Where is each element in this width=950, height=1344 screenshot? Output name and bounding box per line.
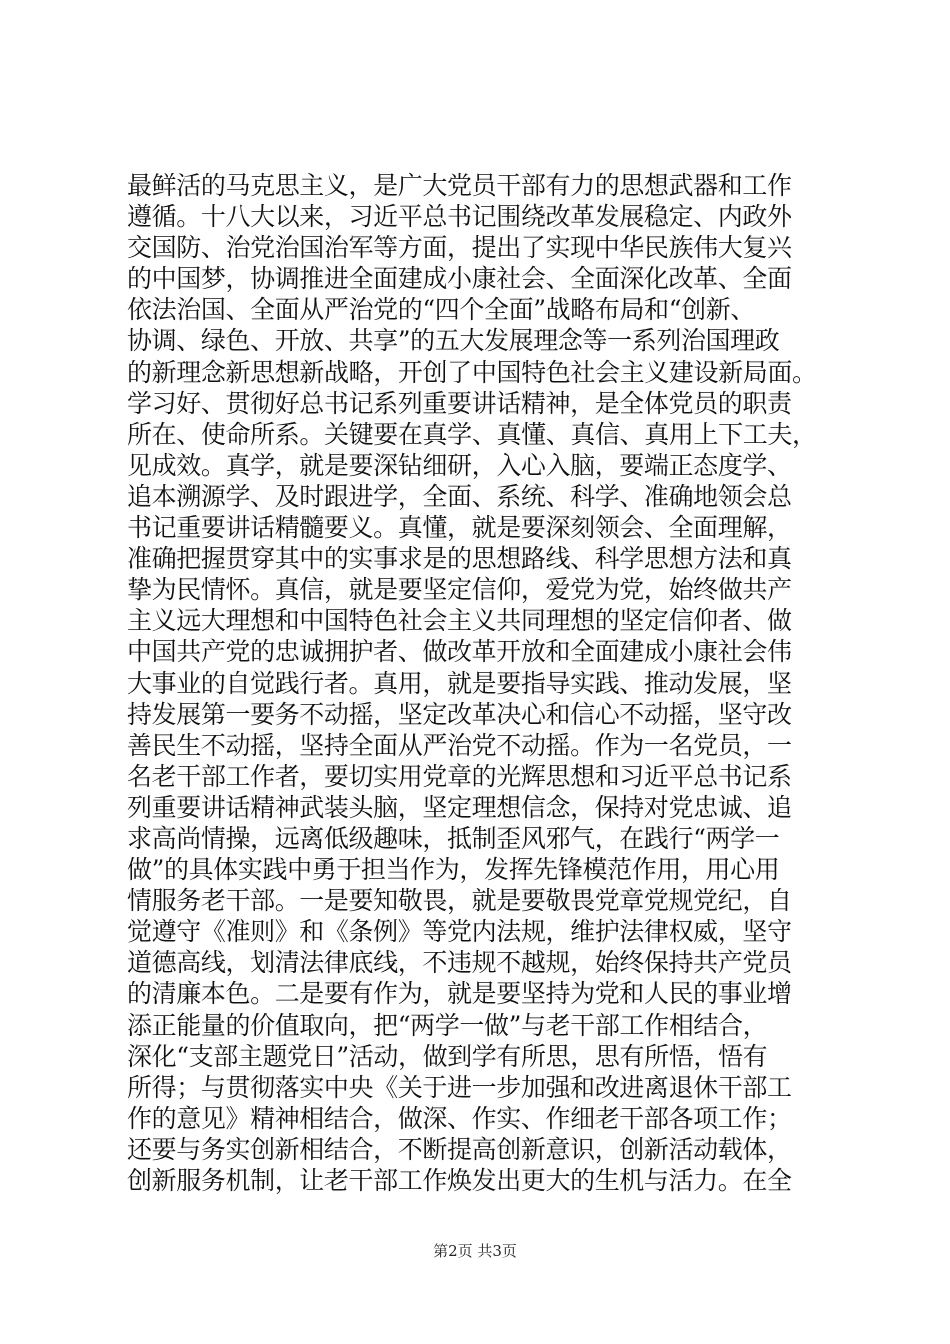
text-line: 觉遵守《准则》和《条例》等党内法规，维护法律权威，坚守 — [127, 917, 792, 947]
text-line: 创新服务机制，让老干部工作焕发出更大的生机与活力。在全 — [127, 1166, 792, 1195]
text-line: 中国共产党的忠诚拥护者、做改革开放和全面建成小康社会伟 — [127, 637, 792, 667]
text-line: 所在、使命所系。关键要在真学、真懂、真信、真用上下工夫， — [127, 419, 817, 449]
text-line: 依法治国、全面从严治党的“四个全面”战略布局和“创新、 — [127, 295, 755, 325]
page-footer: 第2页 共3页 — [433, 1242, 517, 1260]
text-line: 学习好、贯彻好总书记系列重要讲话精神，是全体党员的职责 — [127, 388, 792, 418]
text-line: 主义远大理想和中国特色社会主义共同理想的坚定信仰者、做 — [127, 606, 792, 636]
text-line: 做”的具体实践中勇于担当作为，发挥先锋模范作用，用心用 — [127, 855, 780, 885]
text-line: 的中国梦，协调推进全面建成小康社会、全面深化改革、全面 — [127, 264, 792, 294]
text-line: 还要与务实创新相结合，不断提高创新意识，创新活动载体， — [127, 1134, 792, 1164]
text-line: 深化“支部主题党日”活动，做到学有所思，思有所悟，悟有 — [127, 1041, 768, 1071]
text-line: 作的意见》精神相结合，做深、作实、作细老干部各项工作； — [127, 1103, 792, 1133]
text-line: 交国防、治党治国治军等方面，提出了实现中华民族伟大复兴 — [127, 233, 792, 263]
text-line: 持发展第一要务不动摇，坚定改革决心和信心不动摇，坚守改 — [127, 699, 792, 729]
text-line: 追本溯源学、及时跟进学，全面、系统、科学、准确地领会总 — [127, 481, 792, 511]
text-line: 道德高线，划清法律底线，不违规不越规，始终保持共产党员 — [127, 948, 792, 978]
text-line: 大事业的自觉践行者。真用，就是要指导实践、推动发展，坚 — [127, 668, 792, 698]
body-text — [127, 170, 837, 1196]
text-line: 遵循。十八大以来，习近平总书记围绕改革发展稳定、内政外 — [127, 202, 792, 232]
text-line: 求高尚情操，远离低级趣味，抵制歪风邪气，在践行“两学一 — [127, 823, 780, 853]
text-line: 善民生不动摇，坚持全面从严治党不动摇。作为一名党员，一 — [127, 730, 792, 760]
text-line: 所得；与贯彻落实中央《关于进一步加强和改进离退休干部工 — [127, 1072, 792, 1102]
text-line: 书记重要讲话精髓要义。真懂，就是要深刻领会、全面理解， — [127, 513, 792, 543]
text-line: 名老干部工作者，要切实用党章的光辉思想和习近平总书记系 — [127, 761, 792, 791]
text-line: 添正能量的价值取向，把“两学一做”与老干部工作相结合， — [127, 1010, 768, 1040]
text-line: 列重要讲话精神武装头脑，坚定理想信念，保持对党忠诚、追 — [127, 792, 792, 822]
text-line: 挚为民情怀。真信，就是要坚定信仰，爱党为党，始终做共产 — [127, 575, 792, 605]
text-line: 准确把握贯穿其中的实事求是的思想路线、科学思想方法和真 — [127, 544, 792, 574]
text-line: 协调、绿色、开放、共享”的五大发展理念等一系列治国理政 — [127, 326, 780, 356]
text-line: 最鲜活的马克思主义，是广大党员干部有力的思想武器和工作 — [127, 171, 792, 200]
text-line: 的新理念新思想新战略，开创了中国特色社会主义建设新局面。 — [127, 357, 817, 387]
text-line: 的清廉本色。二是要有作为，就是要坚持为党和人民的事业增 — [127, 979, 792, 1009]
text-line: 情服务老干部。一是要知敬畏，就是要敬畏党章党规党纪，自 — [127, 886, 792, 916]
text-line: 见成效。真学，就是要深钻细研，入心入脑，要端正态度学、 — [127, 450, 792, 480]
